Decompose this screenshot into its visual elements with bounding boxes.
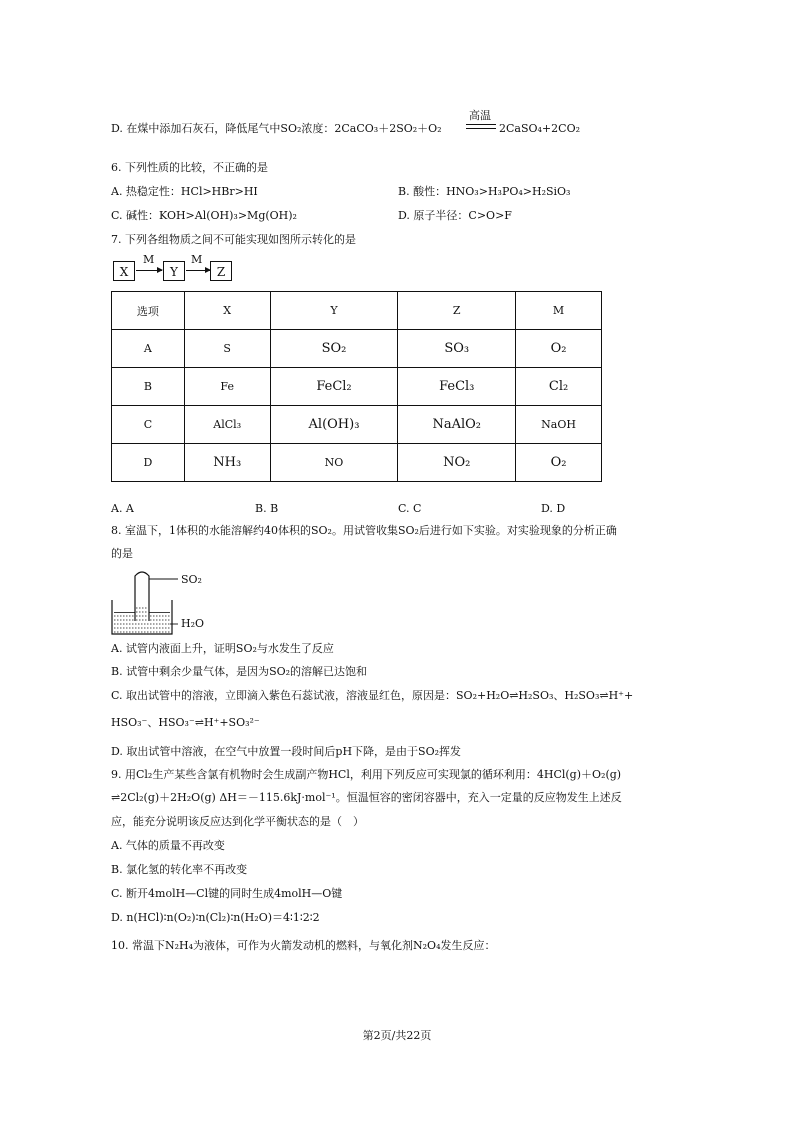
table-header-cell: X [184,292,270,330]
q6-option-a: A. 热稳定性：HCl>HBr>HI [111,185,258,198]
table-cell: Cl₂ [516,368,602,406]
q8-stem-line1: 8. 室温下，1体积的水能溶解约40体积的SO₂。用试管收集SO₂后进行如下实验。对实验现象的分析正确 [111,524,617,537]
table-cell: NO₂ [398,444,516,482]
q10-stem: 10. 常温下N₂H₄为液体，可作为火箭发动机的燃料，与氧化剂N₂O₄发生反应： [111,939,496,952]
table-cell: SO₂ [270,330,398,368]
q9-option-c: C. 断开4molH—Cl键的同时生成4molH—O键 [111,887,343,900]
table-cell: NO [270,444,398,482]
table-cell: Fe [184,368,270,406]
q6-option-c: C. 碱性：KOH>Al(OH)₃>Mg(OH)₂ [111,209,297,222]
flow-box-z: Z [210,261,232,281]
q5-reaction-condition: 高温 [469,109,491,122]
table-row [112,444,602,482]
q7-table [111,291,602,482]
table-cell: A [112,330,185,368]
flow-label-m1: M [143,253,155,266]
q8-option-d: D. 取出试管中溶液，在空气中放置一段时间后pH下降，是由于SO₂挥发 [111,745,462,758]
table-cell: FeCl₃ [398,368,516,406]
table-cell: S [184,330,270,368]
page-footer: 第2页/共22页 [362,1029,432,1042]
table-cell: NaOH [516,406,602,444]
table-cell: Al(OH)₃ [270,406,398,444]
q7-choice-d: D. D [541,502,566,515]
q9-option-d: D. n(HCl)∶n(O₂)∶n(Cl₂)∶n(H₂O)＝4∶1∶2∶2 [111,911,320,924]
figure-label-so2: SO₂ [181,573,202,586]
table-row [112,406,602,444]
q9-option-b: B. 氯化氢的转化率不再改变 [111,863,248,876]
flow-box-x: X [113,261,135,281]
q8-stem-line2: 的是 [111,547,133,560]
table-cell: NaAlO₂ [398,406,516,444]
table-row [112,368,602,406]
table-cell: NH₃ [184,444,270,482]
figure-label-h2o: H₂O [181,617,205,630]
table-header-cell: Y [270,292,398,330]
flow-label-m2: M [191,253,203,266]
table-cell: SO₃ [398,330,516,368]
flow-arrow-1 [136,270,162,271]
q9-stem-line2: ⇌2Cl₂(g)＋2H₂O(g) ΔH＝－115.6kJ·mol⁻¹。恒温恒容的密闭容器中，充入一定量的反应物发生上述反 [111,791,622,804]
table-row [112,330,602,368]
table-header-cell: M [516,292,602,330]
q6-option-b: B. 酸性：HNO₃>H₃PO₄>H₂SiO₃ [398,185,571,198]
q8-option-a: A. 试管内液面上升，证明SO₂与水发生了反应 [111,642,334,655]
q5-equals-sign [466,124,496,129]
q5-option-d: D. 在煤中添加石灰石，降低尾气中SO₂浓度：2CaCO₃＋2SO₂＋O₂ [111,122,442,135]
table-cell: AlCl₃ [184,406,270,444]
table-cell: FeCl₂ [270,368,398,406]
q8-option-c-line2: HSO₃⁻、HSO₃⁻⇌H⁺+SO₃²⁻ [111,716,260,729]
table-header-cell: 选项 [112,292,185,330]
table-header-cell: Z [398,292,516,330]
q9-stem-line3: 应，能充分说明该反应达到化学平衡状态的是（ ） [111,815,364,828]
q8-option-c-line1: C. 取出试管中的溶液，立即滴入紫色石蕊试液，溶液显红色，原因是：SO₂+H₂O⇌H₂SO₃、H₂SO₃⇌H⁺+ [111,689,634,702]
q7-stem: 7. 下列各组物质之间不可能实现如图所示转化的是 [111,233,356,246]
q6-stem: 6. 下列性质的比较，不正确的是 [111,161,268,174]
q8-option-b: B. 试管中剩余少量气体，是因为SO₂的溶解已达饱和 [111,665,368,678]
table-cell: O₂ [516,330,602,368]
table-cell: C [112,406,185,444]
q5-products: 2CaSO₄+2CO₂ [499,122,580,135]
table-header-row [112,292,602,330]
q7-choice-c: C. C [398,502,422,515]
q6-option-d: D. 原子半径：C>O>F [398,209,512,222]
q7-choice-b: B. B [255,502,279,515]
table-cell: B [112,368,185,406]
table-cell: D [112,444,185,482]
flow-arrow-2 [186,270,210,271]
q9-stem-line1: 9. 用Cl₂生产某些含氯有机物时会生成副产物HCl，利用下列反应可实现氯的循环利用：4HCl(g)＋O₂(g) [111,768,622,781]
flow-box-y: Y [163,261,185,281]
q9-option-a: A. 气体的质量不再改变 [111,839,225,852]
table-cell: O₂ [516,444,602,482]
q7-choice-a: A. A [111,502,134,515]
